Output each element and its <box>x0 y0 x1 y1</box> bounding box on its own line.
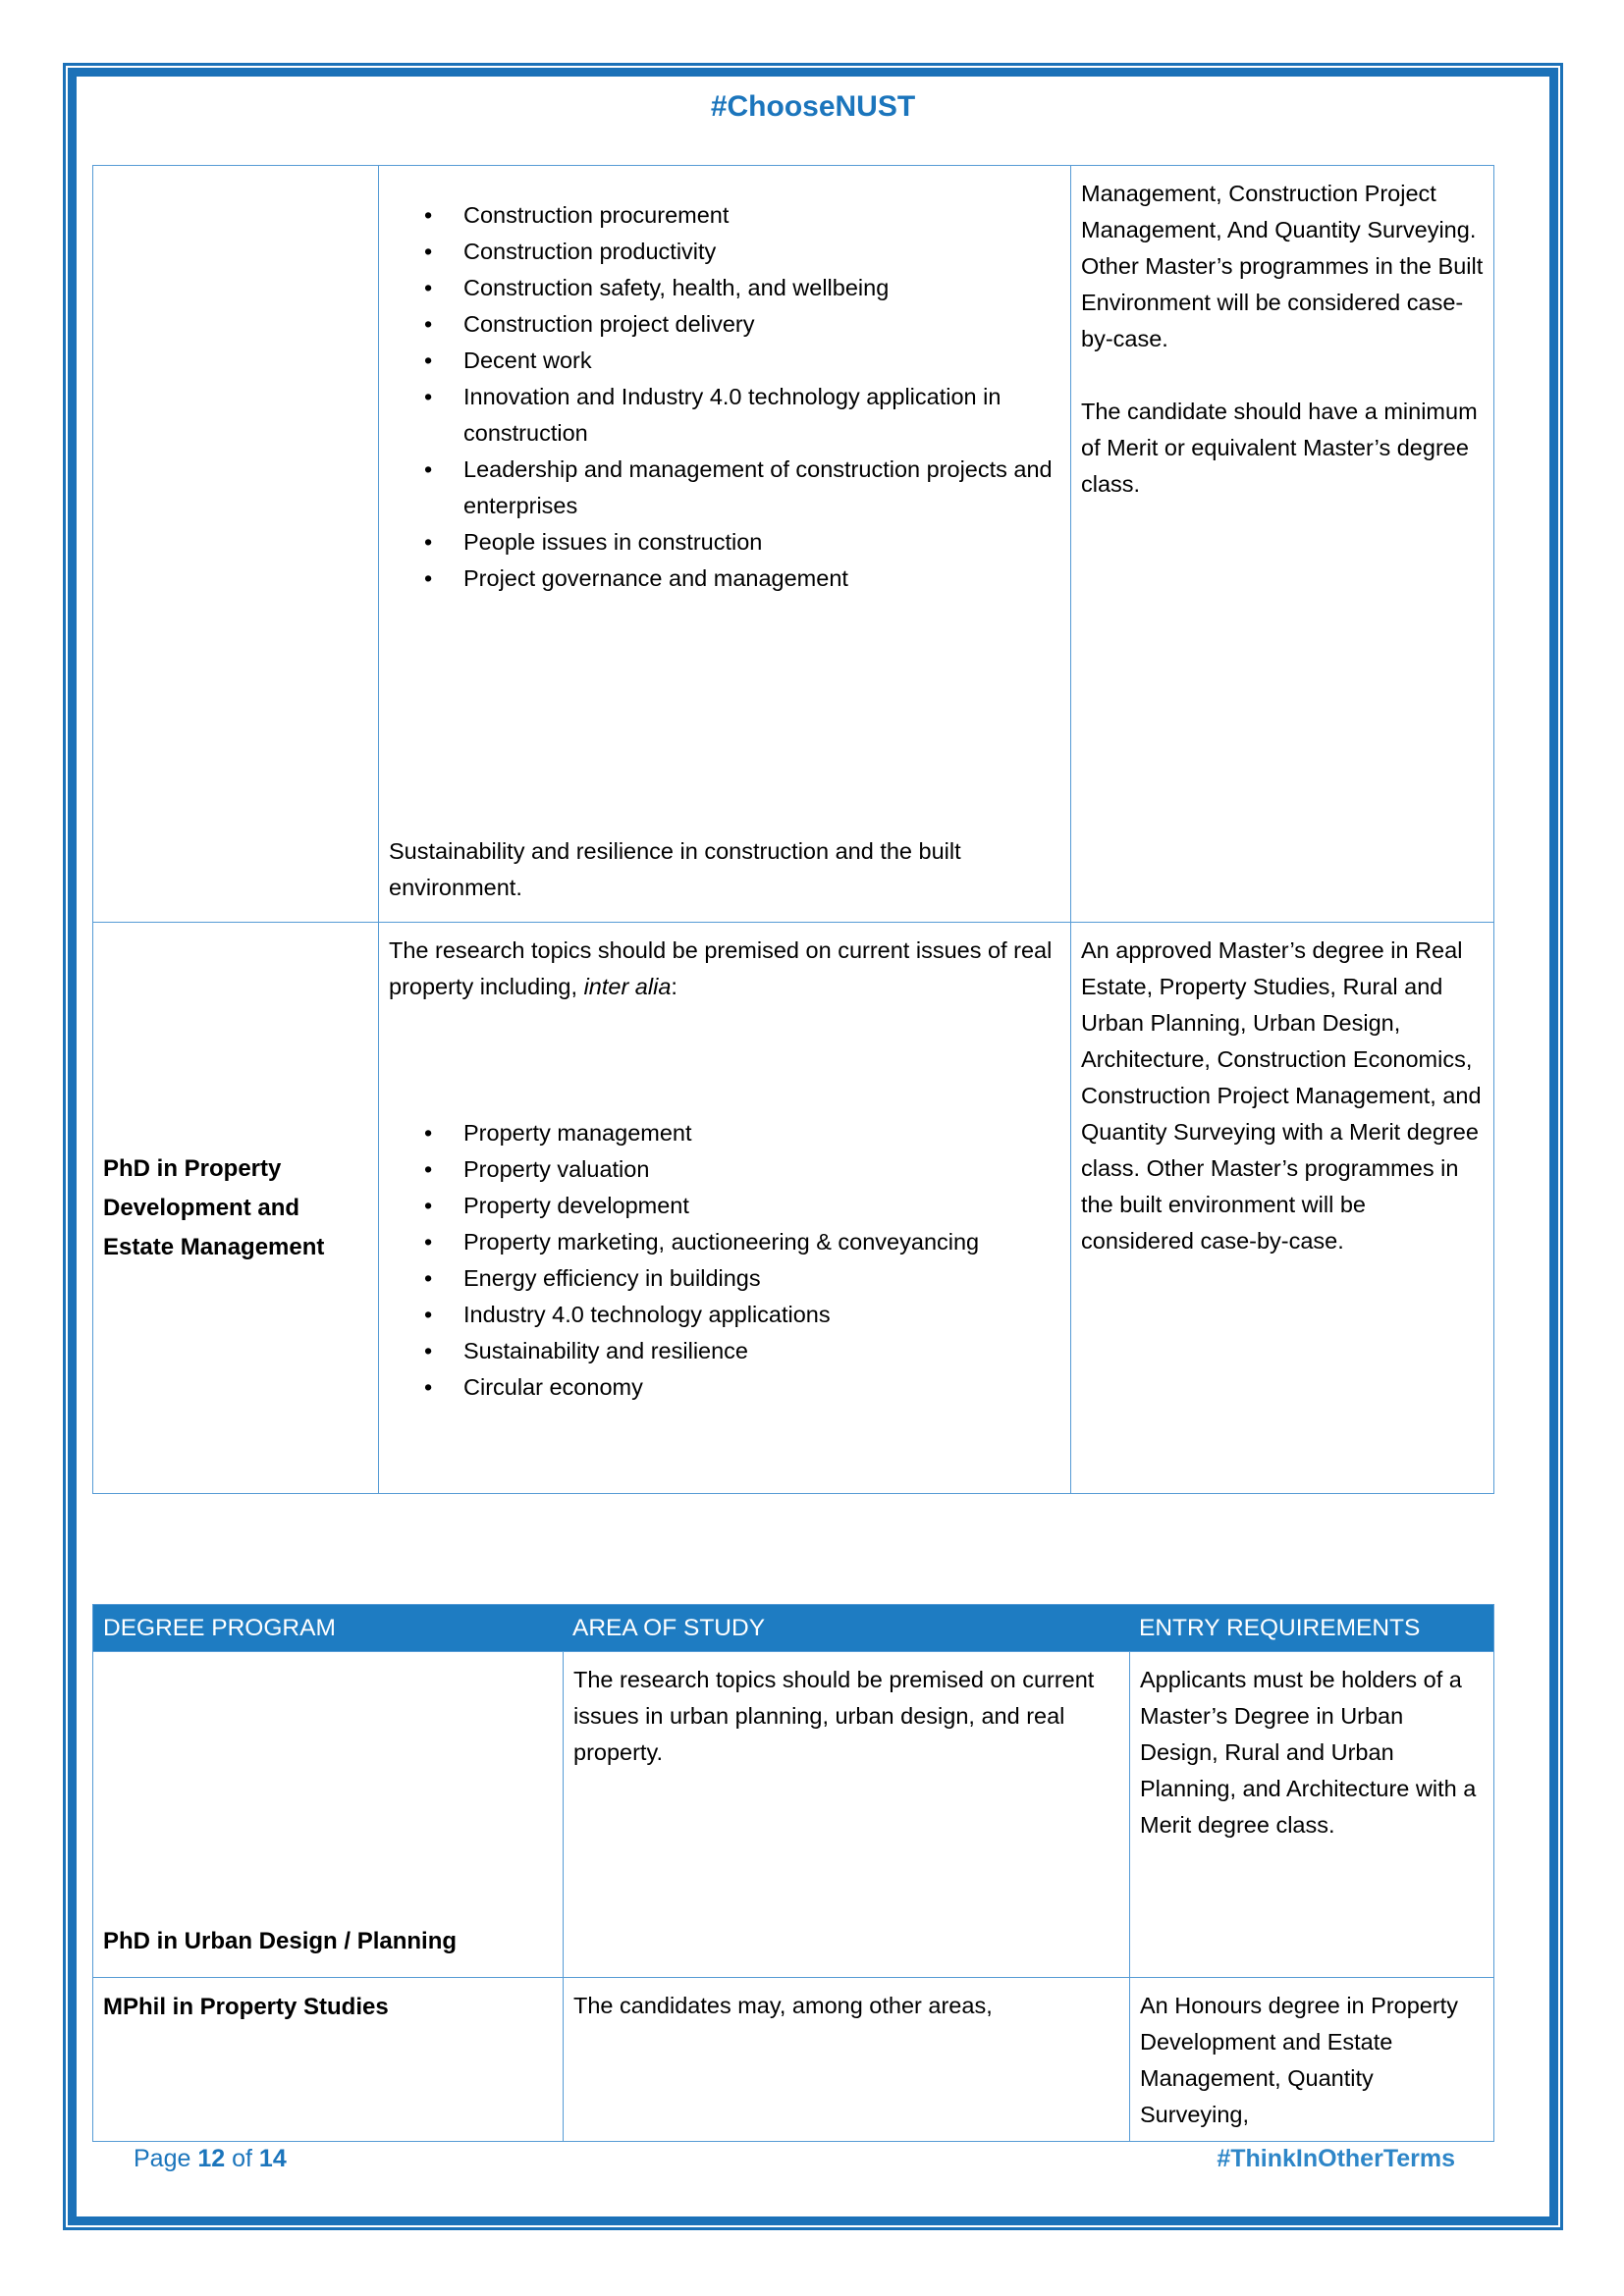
column-header-entry-requirements: ENTRY REQUIREMENTS <box>1129 1605 1493 1651</box>
footer-page-number: 12 <box>197 2145 226 2172</box>
entry-requirements-cell <box>1070 166 1493 922</box>
footer-page-word: Page <box>134 2145 191 2172</box>
area-intro-italic: inter alia <box>583 974 672 999</box>
entry-requirements-cell: Applicants must be holders of a Master’s Degree in Urban Design, Rural and Urban Planning, and Architecture with a Merit degree class. <box>1129 1651 1493 1977</box>
area-of-study-cell <box>378 922 1070 1493</box>
area-intro <box>389 933 1060 1005</box>
bullet-item: • Property marketing, auctioneering & conveyancing <box>389 1224 1060 1260</box>
bullet-item: • Leadership and management of construction projects and enterprises <box>389 452 1060 524</box>
bullet-item: • Property management <box>389 1115 1060 1151</box>
page-border-frame <box>63 63 1563 2230</box>
page-header-tag: #ChooseNUST <box>710 90 916 123</box>
area-footer-text: Sustainability and resilience in construction and the built environment. <box>389 838 961 900</box>
area-intro-pre: The research topics should be premised on current issues of real property including, <box>389 937 1053 999</box>
area-of-study-cell <box>378 166 1070 922</box>
bullet-item: • Construction productivity <box>389 234 1060 270</box>
area-bullet-list <box>389 1115 1060 1406</box>
bullet-item: • Project governance and management <box>389 561 1060 597</box>
program-cell: PhD in Property Development and Estate Management <box>93 922 378 1493</box>
area-of-study-cell: The candidates may, among other areas, <box>563 1977 1129 2141</box>
bullet-item: • Sustainability and resilience <box>389 1333 1060 1369</box>
bullet-item: • Energy efficiency in buildings <box>389 1260 1060 1297</box>
column-header-area-of-study: AREA OF STUDY <box>563 1605 1129 1651</box>
area-intro-post: : <box>671 974 677 999</box>
column-header-degree-program: DEGREE PROGRAM <box>93 1605 563 1651</box>
program-cell-empty <box>93 166 378 922</box>
area-of-study-cell: The research topics should be premised on current issues in urban planning, urban design, and real property. <box>563 1651 1129 1977</box>
bullet-item: • Property valuation <box>389 1151 1060 1188</box>
program-cell: MPhil in Property Studies <box>93 1977 563 2141</box>
footer-hashtag: #ThinkInOtherTerms <box>1217 2145 1455 2172</box>
entry-requirements-cell: An approved Master’s degree in Real Estate, Property Studies, Rural and Urban Planning, Urban Design, Architecture, Construction Economics, Construction Project Management, and Quantity Surveying with a Merit degree class. Other Master’s programmes in the built environment will be considered case-by-case. <box>1070 922 1493 1493</box>
area-bullet-list <box>389 197 1060 597</box>
entry-requirements-cell: An Honours degree in Property Development and Estate Management, Quantity Surveying, <box>1129 1977 1493 2141</box>
page-footer <box>77 2145 1549 2173</box>
program-cell: PhD in Urban Design / Planning <box>93 1651 563 1977</box>
bullet-item: • Decent work <box>389 343 1060 379</box>
bullet-item: • Circular economy <box>389 1369 1060 1406</box>
table-degree-programs <box>92 1604 1494 2142</box>
footer-of-word: of <box>232 2145 252 2172</box>
bullet-item: • Construction procurement <box>389 197 1060 234</box>
table-continuation <box>92 165 1494 1494</box>
page-content <box>68 68 1558 2225</box>
bullet-item: • Innovation and Industry 4.0 technology application in construction <box>389 379 1060 452</box>
bullet-item: • Construction safety, health, and wellbeing <box>389 270 1060 306</box>
bullet-item: • Property development <box>389 1188 1060 1224</box>
bullet-item: • People issues in construction <box>389 524 1060 561</box>
bullet-item: • Industry 4.0 technology applications <box>389 1297 1060 1333</box>
entry-paragraph-1: Management, Construction Project Management, And Quantity Surveying. Other Master’s programmes in the Built Environment will be considered case-by-case. <box>1081 181 1484 351</box>
footer-total-pages: 14 <box>258 2145 287 2172</box>
footer-page-indicator <box>134 2145 287 2173</box>
bullet-item: • Construction project delivery <box>389 306 1060 343</box>
entry-paragraph-2: The candidate should have a minimum of Merit or equivalent Master’s degree class. <box>1081 399 1478 497</box>
